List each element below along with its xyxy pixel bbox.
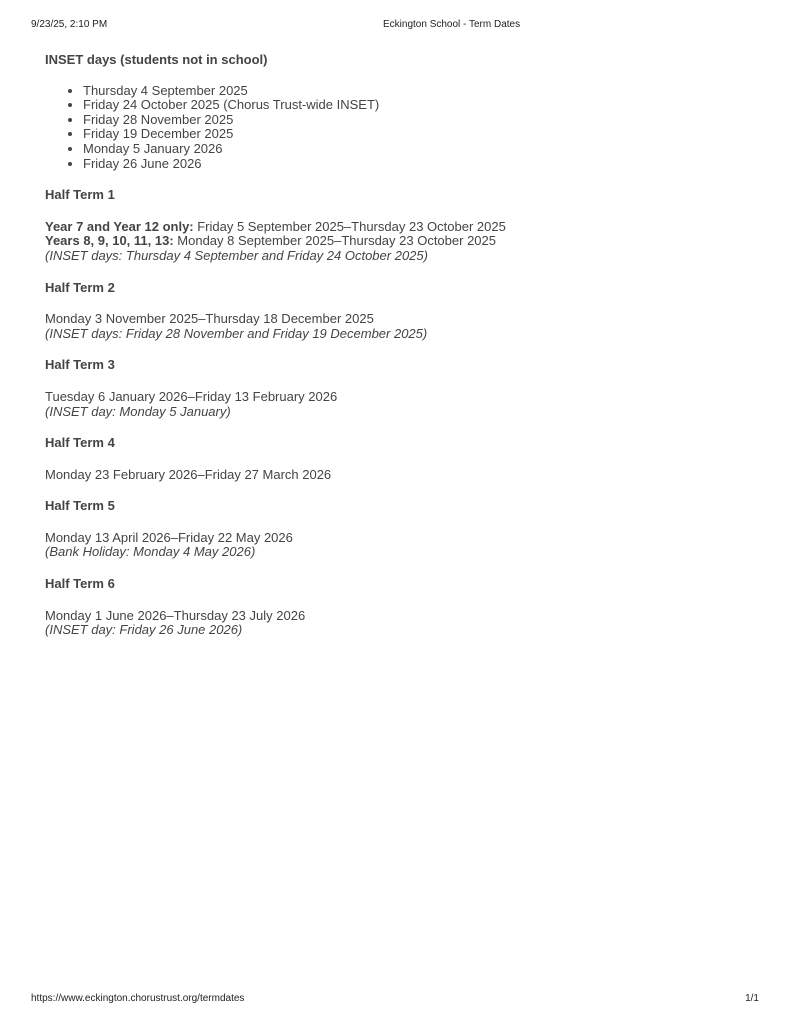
- list-item: • Friday 24 October 2025 (Chorus Trust-wide INSET): [83, 98, 765, 113]
- year-group-label: Year 7 and Year 12 only:: [45, 218, 194, 234]
- half-term-heading: Half Term 3: [45, 357, 115, 373]
- term-dates: Friday 5 September 2025–Thursday 23 October 2025: [193, 218, 506, 234]
- term-dates-line: [45, 220, 765, 235]
- inset-days-list: [45, 84, 765, 172]
- year-group-label: Years 8, 9, 10, 11, 13:: [45, 233, 174, 249]
- term-dates-line: [45, 234, 765, 249]
- list-item: • Friday 28 November 2025: [83, 113, 765, 128]
- term-note: (INSET day: Friday 26 June 2026): [45, 622, 243, 638]
- term-dates: Monday 13 April 2026–Friday 22 May 2026: [45, 529, 293, 545]
- print-header-title: Eckington School - Term Dates: [383, 19, 521, 30]
- term-note: (Bank Holiday: Monday 4 May 2026): [45, 544, 256, 560]
- half-term-3-section: [45, 358, 765, 419]
- term-dates: Monday 8 September 2025–Thursday 23 October 2025: [173, 233, 496, 249]
- page-content: [45, 53, 765, 638]
- inset-days-heading: INSET days (students not in school): [45, 52, 268, 67]
- half-term-6-section: [45, 577, 765, 638]
- half-term-4-section: [45, 436, 765, 482]
- term-dates: Monday 23 February 2026–Friday 27 March 2026: [45, 466, 332, 482]
- half-term-heading: Half Term 5: [45, 498, 115, 514]
- list-item: • Thursday 4 September 2025: [83, 84, 765, 99]
- term-note: (INSET days: Thursday 4 September and Friday 24 October 2025): [45, 247, 428, 263]
- term-dates: Monday 3 November 2025–Thursday 18 December 2025: [45, 311, 374, 327]
- half-term-heading: Half Term 2: [45, 279, 115, 295]
- list-item: • Monday 5 January 2026: [83, 142, 765, 157]
- term-note: (INSET day: Monday 5 January): [45, 403, 231, 419]
- term-note: (INSET days: Friday 28 November and Friday 19 December 2025): [45, 325, 428, 341]
- half-term-1-section: [45, 188, 765, 263]
- print-footer-page-number: 1/1: [745, 993, 759, 1004]
- print-footer-url: https://www.eckington.chorustrust.org/termdates: [31, 993, 245, 1004]
- term-dates: Tuesday 6 January 2026–Friday 13 February 2026: [45, 388, 338, 404]
- half-term-5-section: [45, 499, 765, 560]
- list-item: • Friday 19 December 2025: [83, 127, 765, 142]
- list-item: • Friday 26 June 2026: [83, 157, 765, 172]
- term-dates: Monday 1 June 2026–Thursday 23 July 2026: [45, 607, 306, 623]
- half-term-heading: Half Term 1: [45, 187, 115, 203]
- half-term-heading: Half Term 4: [45, 435, 115, 451]
- half-term-heading: Half Term 6: [45, 576, 115, 592]
- print-header-datetime: 9/23/25, 2:10 PM: [31, 19, 108, 30]
- half-term-2-section: [45, 281, 765, 342]
